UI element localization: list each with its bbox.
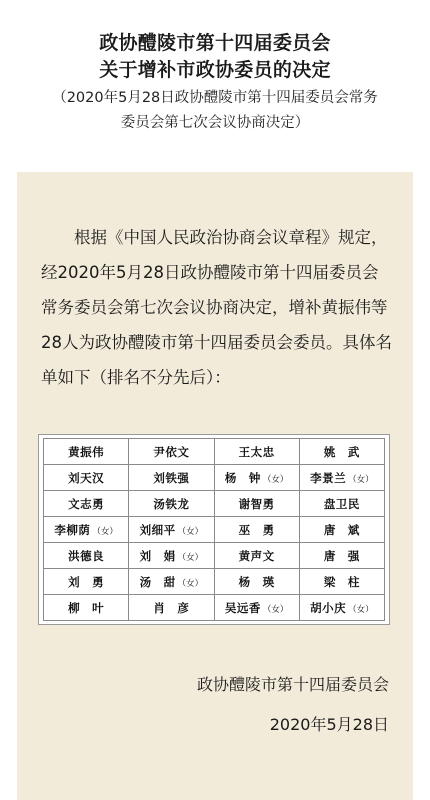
name-cell	[299, 439, 384, 465]
gender-note: （女）	[177, 578, 204, 589]
table-row	[44, 543, 385, 569]
member-name: 吴远香	[224, 600, 261, 615]
member-name: 胡小庆	[310, 600, 347, 615]
title-line-2: 关于增补市政协委员的决定	[99, 59, 331, 81]
name-cell	[129, 439, 214, 465]
member-name: 文志勇	[68, 496, 105, 511]
member-name: 谢智勇	[238, 496, 275, 511]
name-cell	[44, 517, 129, 543]
signature-date: 2020年5月28日	[269, 715, 389, 734]
name-cell	[214, 595, 299, 621]
member-name: 尹依文	[153, 444, 190, 459]
member-name-table	[38, 434, 390, 625]
member-name: 洪德良	[68, 548, 105, 563]
member-name: 汤 甜	[139, 574, 176, 589]
subtitle-line-1: （2020年5月28日政协醴陵市第十四届委员会常务	[52, 90, 378, 106]
title-line-1: 政协醴陵市第十四届委员会	[99, 32, 331, 54]
name-cell	[44, 491, 129, 517]
name-cell	[299, 543, 384, 569]
name-cell	[214, 491, 299, 517]
name-cell	[44, 595, 129, 621]
member-name: 王太忠	[238, 444, 275, 459]
member-name: 刘天汉	[68, 470, 105, 485]
member-name: 刘 勇	[68, 574, 105, 589]
name-grid-body	[44, 439, 385, 621]
member-name: 梁 柱	[323, 574, 360, 589]
subtitle-line-2: 委员会第七次会议协商决定）	[120, 115, 310, 131]
table-row	[44, 517, 385, 543]
member-name: 唐 强	[323, 548, 360, 563]
name-cell	[214, 543, 299, 569]
member-name: 柳 叶	[68, 600, 105, 615]
name-cell	[44, 543, 129, 569]
table-row	[44, 595, 385, 621]
member-name: 唐 斌	[323, 522, 360, 537]
name-cell	[129, 517, 214, 543]
name-cell	[44, 439, 129, 465]
member-name: 杨 瑛	[238, 574, 275, 589]
name-cell	[129, 543, 214, 569]
gender-note: （女）	[177, 552, 204, 563]
name-cell	[214, 569, 299, 595]
content-panel	[17, 172, 413, 800]
member-name: 刘 娟	[139, 548, 176, 563]
name-cell	[299, 517, 384, 543]
name-cell	[129, 465, 214, 491]
name-cell	[129, 491, 214, 517]
member-name: 汤铁龙	[153, 496, 190, 511]
table-row	[44, 569, 385, 595]
name-cell	[44, 465, 129, 491]
gender-note: （女）	[262, 604, 289, 615]
member-name: 黄振伟	[68, 444, 105, 459]
member-name: 盘卫民	[323, 496, 360, 511]
member-name: 李景兰	[310, 470, 347, 485]
name-cell	[44, 569, 129, 595]
name-cell	[214, 439, 299, 465]
member-name: 刘铁强	[153, 470, 190, 485]
name-cell	[129, 595, 214, 621]
name-cell	[214, 517, 299, 543]
name-cell	[299, 465, 384, 491]
member-name: 杨 钟	[224, 470, 261, 485]
name-cell	[299, 569, 384, 595]
table-row	[44, 491, 385, 517]
table-row	[44, 439, 385, 465]
member-name: 巫 勇	[238, 522, 275, 537]
member-name: 李柳荫	[54, 522, 91, 537]
table-row	[44, 465, 385, 491]
gender-note: （女）	[92, 526, 118, 537]
member-name: 姚 武	[323, 444, 360, 459]
gender-note: （女）	[262, 474, 289, 485]
name-cell	[214, 465, 299, 491]
member-name: 肖 彦	[153, 600, 190, 615]
decision-text: 根据《中国人民政治协商会议章程》规定，经2020年5月28日政协醴陵市第十四届委员会常务委员会第七次会议协商决定，增补黄振伟等28人为政协醴陵市第十四届委员会委员。具体名单如下（排名不分先后）：	[41, 228, 392, 387]
name-cell	[129, 569, 214, 595]
document-header	[0, 0, 430, 170]
decision-paragraph	[41, 220, 393, 395]
name-grid	[43, 438, 385, 621]
name-cell	[299, 595, 384, 621]
signature-org: 政协醴陵市第十四届委员会	[196, 675, 389, 694]
name-cell	[299, 491, 384, 517]
member-name: 黄声文	[238, 548, 275, 563]
gender-note: （女）	[177, 526, 204, 537]
member-name: 刘细平	[139, 522, 176, 537]
gender-note: （女）	[348, 474, 374, 485]
gender-note: （女）	[348, 604, 374, 615]
